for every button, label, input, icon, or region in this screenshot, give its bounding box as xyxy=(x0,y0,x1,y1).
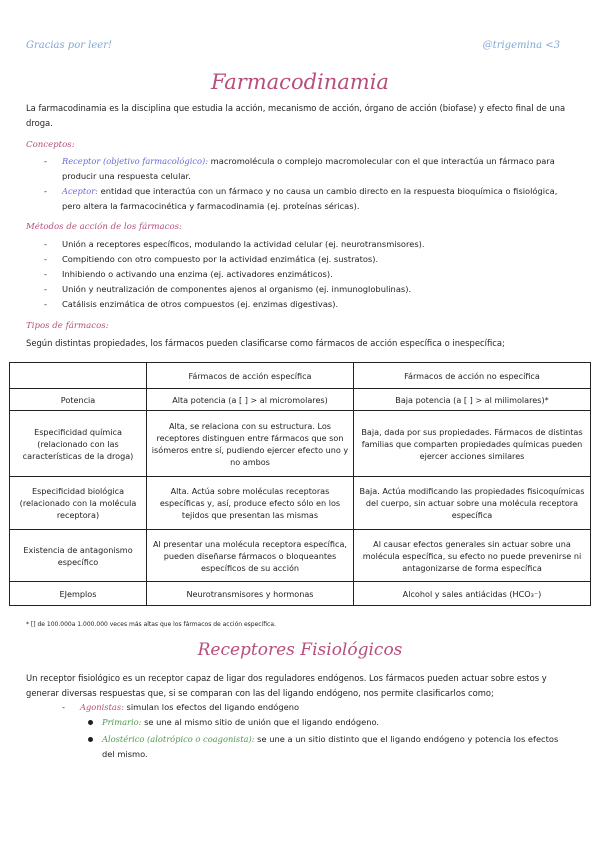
table-cell: Neurotransmisores y hormonas xyxy=(147,582,354,606)
table-cell: Existencia de antagonismo específico xyxy=(10,530,147,582)
table-cell: Alcohol y sales antiácidas (HCO₃⁻) xyxy=(354,582,591,606)
concepto-receptor: - Receptor (objetivo farmacológico): macromolécula o complejo macromolecular con el que interactúa un fármaco para producir una respuesta celular. xyxy=(44,156,555,181)
concepto-aceptor: - Aceptor: entidad que interactúa con un fármaco y no causa un cambio directo en la respuesta bioquímica o fisiológica, pero altera la farmacocinética y farmacodinamia (ej. proteínas séricas). xyxy=(44,186,558,211)
header-left: Gracias por leer! xyxy=(26,40,113,51)
sub-term: Alostérico (alotrópico o coagonista): xyxy=(102,734,255,744)
sub-text: se une al mismo sitio de unión que el ligando endógeno. xyxy=(141,717,380,727)
table-cell xyxy=(10,363,147,389)
receptores-paragraph: Un receptor fisiológico es un receptor capaz de ligar dos reguladores endógenos. Los fármacos pueden actuar sobre estos y generar diversas respuestas que, si se comparan con las del ligando endógeno, nos permite clasificarlos como; xyxy=(26,673,547,698)
list-item: - Compitiendo con otro compuesto por la actividad enzimática (ej. sustratos). xyxy=(44,254,379,264)
table-header-row xyxy=(10,363,591,389)
table-row xyxy=(10,389,591,411)
table-cell: Baja, dada por sus propiedades. Fármacos de distintas familias que comparten propiedades químicas pueden ejercer acciones similares xyxy=(354,411,591,477)
table-row xyxy=(10,477,591,530)
sub-term: Primario: xyxy=(102,717,142,727)
table-cell: Potencia xyxy=(10,389,147,411)
tipos-heading: Tipos de fármacos: xyxy=(26,321,109,331)
agonistas-term: Agonistas: xyxy=(80,702,124,712)
table-cell: Alta potencia (a [ ] > al micromolares) xyxy=(147,389,354,411)
page-title: Farmacodinamia xyxy=(211,70,389,94)
list-item: - Unión a receptores específicos, modulando la actividad celular (ej. neurotransmisores). xyxy=(44,239,425,249)
list-item: - Unión y neutralización de componentes ajenos al organismo (ej. inmunoglobulinas). xyxy=(44,284,412,294)
intro-paragraph: La farmacodinamia es la disciplina que estudia la acción, mecanismo de acción, órgano de acción (biofase) y efecto final de una droga. xyxy=(26,103,566,128)
section-title: Receptores Fisiológicos xyxy=(197,640,403,660)
table-cell: Especificidad química (relacionado con las características de la droga) xyxy=(10,411,147,477)
concepto-term: Aceptor: xyxy=(62,186,98,196)
table-cell: Fármacos de acción no específica xyxy=(354,363,591,389)
table-cell: Al causar efectos generales sin actuar sobre una molécula específica, su efecto no puede prevenirse ni antagonizarse de forma específica xyxy=(354,530,591,582)
conceptos-heading: Conceptos: xyxy=(26,140,75,150)
bullet-icon xyxy=(88,720,93,725)
alosterico-item xyxy=(88,732,570,762)
concepto-text: entidad que interactúa con un fármaco y no causa un cambio directo en la respuesta bioquímica o fisiológica, pero altera la farmacocinética y farmacodinamia (ej. proteínas séricas). xyxy=(62,186,558,211)
metodos-heading: Métodos de acción de los fármacos: xyxy=(26,222,182,232)
bullet-icon xyxy=(88,737,93,742)
table-row xyxy=(10,411,591,477)
table-cell: Especificidad biológica (relacionado con la molécula receptora) xyxy=(10,477,147,530)
footnote: * [] de 100.000a 1.000.000 veces más altas que los fármacos de acción específica. xyxy=(26,621,276,628)
list-item: - Inhibiendo o activando una enzima (ej. activadores enzimáticos). xyxy=(44,269,333,279)
table-cell: Fármacos de acción específica xyxy=(147,363,354,389)
concepto-term: Receptor (objetivo farmacológico): xyxy=(62,156,209,166)
concepto-text: macromolécula o complejo macromolecular con el que interactúa un fármaco para producir una respuesta celular. xyxy=(62,156,555,181)
table-cell: Baja. Actúa modificando las propiedades fisicoquímicas del cuerpo, sin actuar sobre una molécula receptora específica xyxy=(354,477,591,530)
comparison-table xyxy=(9,362,591,606)
tipos-text: Según distintas propiedades, los fármacos pueden clasificarse como fármacos de acción específica o inespecífica; xyxy=(26,338,505,348)
table-cell: Alta, se relaciona con su estructura. Los receptores distinguen entre fármacos que son isómeros entre sí, pudiendo ejercer efecto uno y no ambos xyxy=(147,411,354,477)
list-item: - Catálisis enzimática de otros compuestos (ej. enzimas digestivas). xyxy=(44,299,339,309)
agonistas-text: simulan los efectos del ligando endógeno xyxy=(123,702,300,712)
table-cell: Al presentar una molécula receptora específica, pueden diseñarse fármacos o bloqueantes específicos de su acción xyxy=(147,530,354,582)
table-cell: Alta. Actúa sobre moléculas receptoras específicas y, así, produce efecto sólo en los tejidos que presentan las mismas xyxy=(147,477,354,530)
table-cell: EJemplos xyxy=(10,582,147,606)
table-cell: Baja potencia (a [ ] > al milimolares)* xyxy=(354,389,591,411)
sub-text: se une a un sitio distinto que el ligando endógeno y potencia los efectos del mismo. xyxy=(102,734,559,759)
table-row xyxy=(10,530,591,582)
agonistas-item: - Agonistas: simulan los efectos del ligando endógeno xyxy=(62,702,300,712)
primario-item xyxy=(88,715,570,730)
table-row xyxy=(10,582,591,606)
header-right: @trigemina <3 xyxy=(482,40,560,51)
